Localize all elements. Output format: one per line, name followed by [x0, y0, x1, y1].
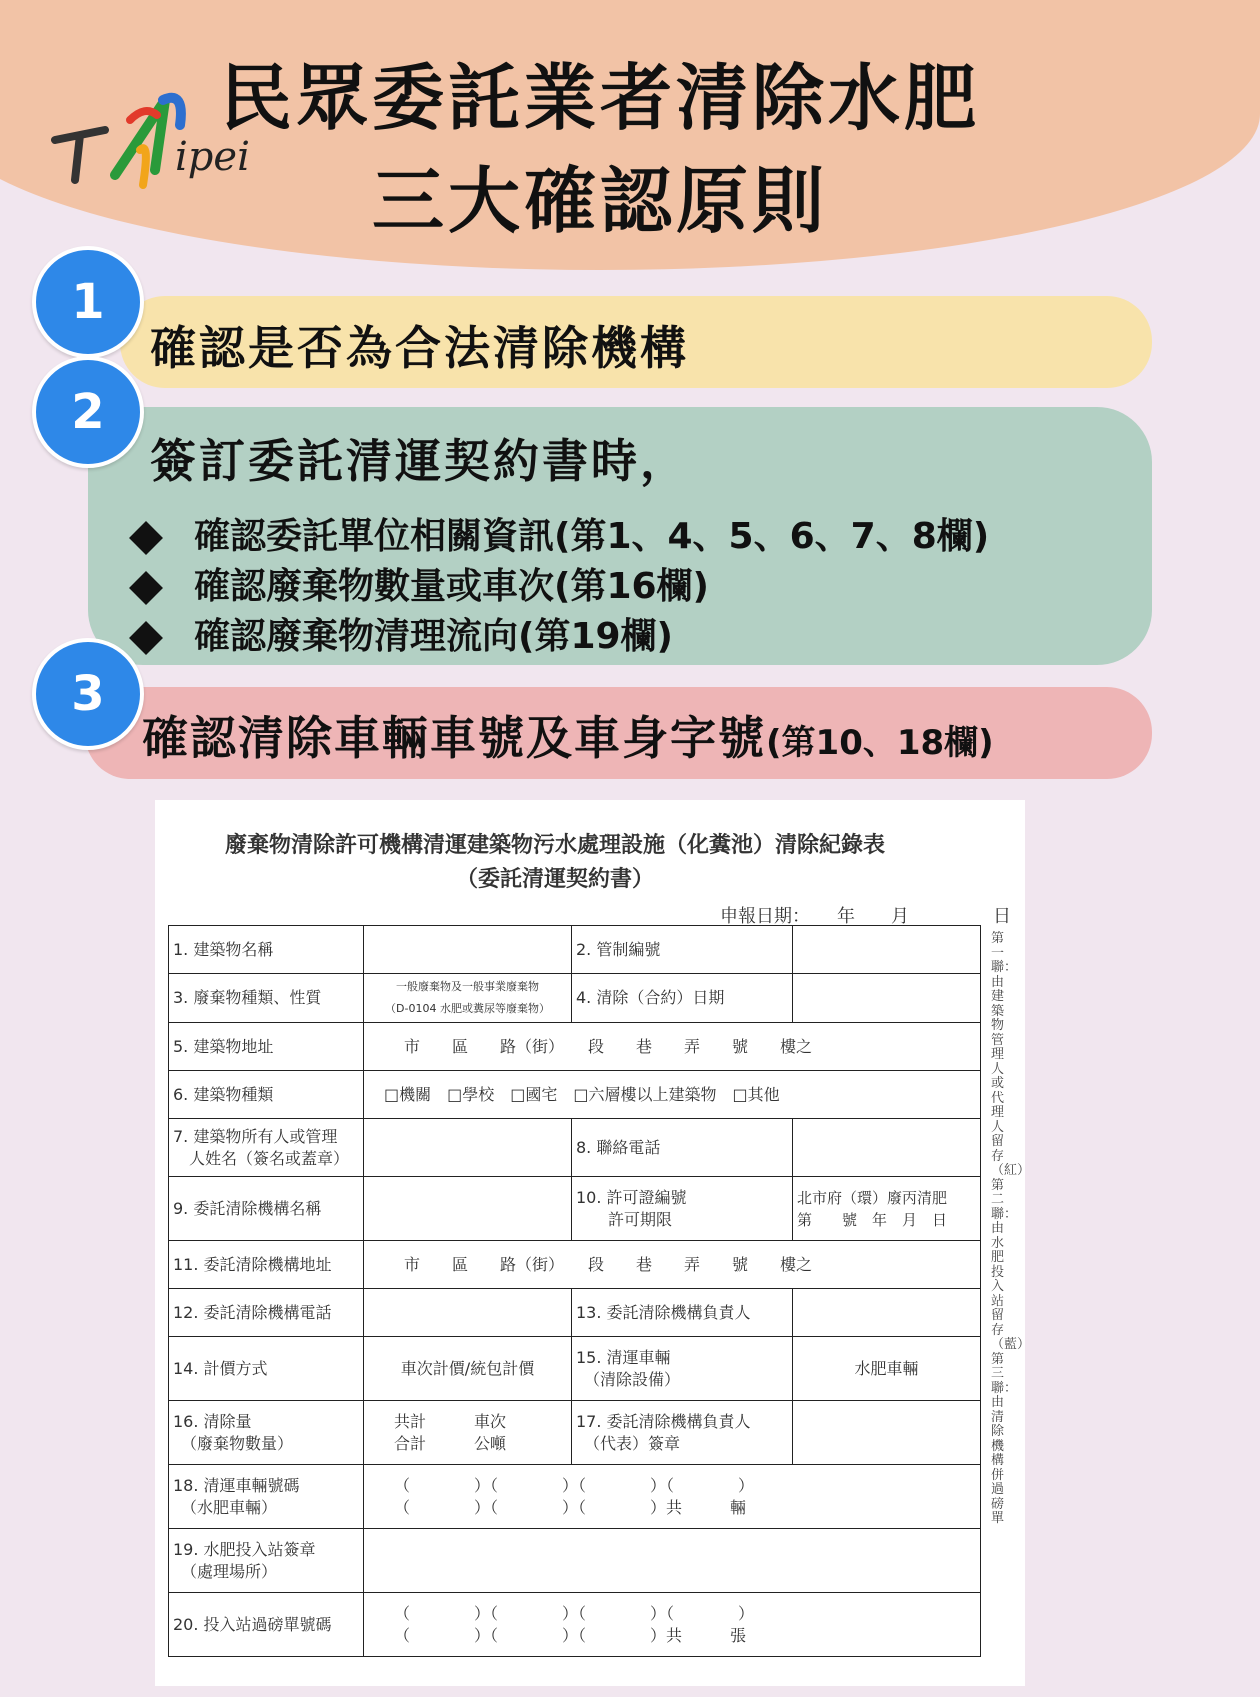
- field-label: 人姓名（簽名或蓋章）: [173, 1148, 350, 1168]
- address-template: 市 區 路（街） 段 巷 弄 號 樓之: [364, 1241, 981, 1289]
- permit-prefix: 北市府（環）廢丙清肥: [797, 1188, 948, 1207]
- vehicle-type: 水肥車輛: [793, 1337, 981, 1401]
- weigh-slip-numbers: （ ）（ ）（ ）（ ）: [394, 1603, 755, 1623]
- principle-3-note: (第10、18欄): [766, 723, 994, 763]
- field-label: 18. 清運車輛號碼: [173, 1475, 300, 1495]
- field-label: 14. 計價方式: [169, 1337, 364, 1401]
- principle-2-bullet: 確認廢棄物數量或車次(第16欄): [128, 558, 709, 609]
- field-label: 6. 建築物種類: [169, 1071, 364, 1119]
- pricing-method: 車次計價/統包計價: [364, 1337, 572, 1401]
- diamond-bullet-icon: [129, 621, 163, 655]
- form-side-note: 第一聯：由建築物管理人或代理人留存（紅）第二聯：由水肥投入站留存（藍）第三聯：由清除機構併過磅單: [991, 931, 1031, 1526]
- principle-2-bullet: 確認委託單位相關資訊(第1、4、5、6、7、8欄): [128, 508, 989, 559]
- field-label: （廢棄物數量）: [173, 1433, 294, 1453]
- svg-text:ipei: ipei: [175, 134, 250, 180]
- field-label: （水肥車輛）: [173, 1497, 278, 1517]
- field-label: 8. 聯絡電話: [572, 1119, 793, 1177]
- record-form-image: [155, 800, 1031, 1686]
- field-label: 12. 委託清除機構電話: [169, 1289, 364, 1337]
- field-label: 2. 管制編號: [572, 926, 793, 974]
- principle-1-text: 確認是否為合法清除機構: [150, 321, 689, 375]
- number-badge-3: 3: [32, 638, 144, 750]
- field-label: 1. 建築物名稱: [169, 926, 364, 974]
- plate-numbers: （ ）（ ）（ ）共 輛: [394, 1497, 747, 1517]
- field-label: 3. 廢棄物種類、性質: [169, 974, 364, 1023]
- field-label: 5. 建築物地址: [169, 1023, 364, 1071]
- diamond-bullet-icon: [129, 571, 163, 605]
- form-date-label: 申報日期： 年 月: [720, 906, 909, 927]
- field-label: 20. 投入站過磅單號碼: [169, 1593, 364, 1657]
- number-badge-1: 1: [32, 246, 144, 358]
- form-subtitle: （委託清運契約書）: [455, 867, 654, 892]
- form-table: [168, 925, 981, 1657]
- field-label: 11. 委託清除機構地址: [169, 1241, 364, 1289]
- trip-count: 共計 車次: [394, 1411, 507, 1431]
- page-title-line2: 三大確認原則: [371, 159, 828, 243]
- field-label: 4. 清除（合約）日期: [572, 974, 793, 1023]
- field-label: 16. 清除量: [173, 1411, 252, 1431]
- field-label: （清除設備）: [576, 1369, 681, 1389]
- field-label: （代表）簽章: [576, 1433, 681, 1453]
- plate-numbers: （ ）（ ）（ ）（ ）: [394, 1475, 755, 1495]
- weigh-slip-numbers: （ ）（ ）（ ）共 張: [394, 1625, 747, 1645]
- waste-type-code: （D-0104 水肥或糞尿等廢棄物）: [385, 1002, 550, 1015]
- tonnage: 合計 公噸: [394, 1433, 507, 1453]
- form-title: 廢棄物清除許可機構清運建築物污水處理設施（化糞池）清除紀錄表: [224, 833, 885, 858]
- field-label: （處理場所）: [173, 1561, 278, 1581]
- number-badge-2: 2: [32, 356, 144, 468]
- field-label: 許可期限: [576, 1209, 673, 1229]
- page-title-line1: 民眾委託業者清除水肥: [219, 56, 980, 140]
- field-label: 13. 委託清除機構負責人: [572, 1289, 793, 1337]
- address-template: 市 區 路（街） 段 巷 弄 號 樓之: [364, 1023, 981, 1071]
- waste-type-value: 一般廢棄物及一般事業廢棄物: [396, 980, 539, 993]
- field-label: 9. 委託清除機構名稱: [169, 1177, 364, 1241]
- permit-number-template: 第 號 年 月 日: [797, 1210, 948, 1229]
- principle-3-text: 確認清除車輛車號及車身字號(第10、18欄): [142, 711, 994, 765]
- field-label: 15. 清運車輛: [576, 1347, 671, 1367]
- field-label: 10. 許可證編號: [576, 1187, 687, 1207]
- diamond-bullet-icon: [129, 521, 163, 555]
- building-type-options: □機關 □學校 □國宅 □六層樓以上建築物 □其他: [364, 1071, 981, 1119]
- principle-2-text: 簽訂委託清運契約書時，: [150, 434, 689, 488]
- field-label: 17. 委託清除機構負責人: [576, 1411, 751, 1431]
- field-label: 19. 水肥投入站簽章: [173, 1539, 316, 1559]
- field-label: 7. 建築物所有人或管理: [173, 1126, 338, 1146]
- principle-2-bullet: 確認廢棄物清理流向(第19欄): [128, 608, 673, 659]
- form-date-day: 日: [993, 906, 1011, 927]
